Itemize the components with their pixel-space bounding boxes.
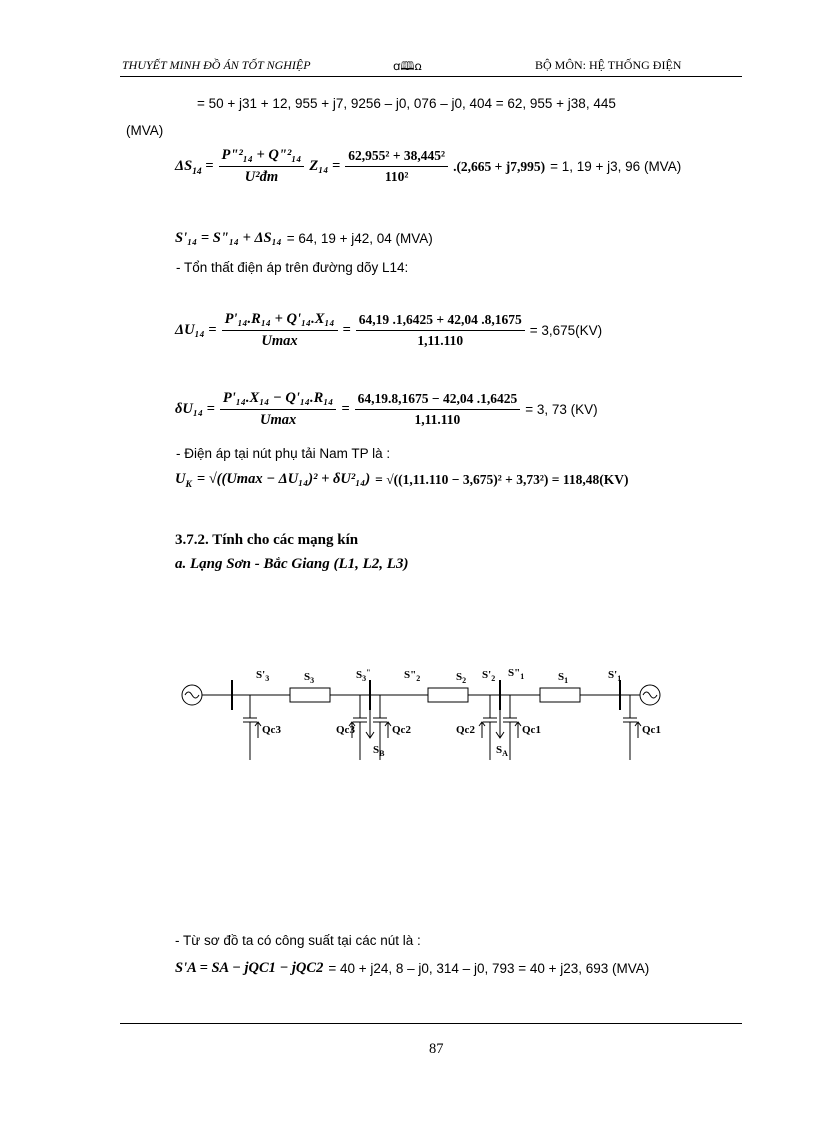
label-qc2-right: Qc2 — [456, 724, 475, 736]
delta-s14-fraction: $\frac{\text{P"²₁₄ + Q"²₁₄}}{\text{U²đm}}$ — [219, 147, 305, 186]
label-s1: $S_1$ — [558, 671, 569, 685]
sa-result: = 40 + j24, 8 – j0, 314 – j0, 793 = 40 + j23, 693 (MVA) — [328, 961, 650, 976]
s14-formula: S'₁₄ = S"₁₄ + ΔS₁₄ = 64, 19 + j42, 04 (MVA) — [175, 230, 433, 246]
circuit-diagram — [170, 660, 690, 775]
footer-rule — [120, 1023, 742, 1024]
header-right: BỘ MÔN: HỆ THỐNG ĐIỆN — [535, 58, 682, 72]
label-qc1-right: Qc1 — [642, 724, 661, 736]
sa-formula: S'A = SA − jQC1 − jQC2 = 40 + j24, 8 – j0, 314 – j0, 793 = 40 + j23, 693 (MVA) — [175, 960, 650, 976]
delta-s14-lhs: $\Delta S_{14}$ = — [175, 158, 214, 177]
section-heading: 3.7.2. Tính cho các mạng kín — [175, 532, 359, 548]
header-rule — [120, 76, 742, 77]
header-ornament: ꭤ🕮ꭥ — [393, 59, 422, 73]
label-s3-dprime: $S_3^"$ — [356, 668, 371, 683]
header-left: THUYẾT MINH ĐỒ ÁN TỐT NGHIỆP — [122, 58, 311, 72]
equation-line-1: = 50 + j31 + 12, 955 + j7, 9256 – j0, 076 – j0, 404 = 62, 955 + j38, 445 — [197, 96, 616, 111]
label-qc3-left: Qc3 — [262, 724, 281, 736]
label-s3: $S_3$ — [304, 671, 315, 685]
label-s2: $S_2$ — [456, 671, 467, 685]
impedance-s1 — [540, 688, 580, 702]
label-s2-dprime: $S"_2$ — [404, 669, 421, 683]
label-s2-prime: $S'_2$ — [482, 669, 496, 683]
voltage-loss-text: - Tổn thất điện áp trên đường dõy L14: — [176, 260, 409, 275]
delta-u14-formula: ΔU₁₄ = $\frac{\text{P'₁₄.R₁₄ + Q'₁₄.X₁₄}}{Umax}$ = $\frac{64,19 .1,6425 + 42,04 .8,1675}{1,11.110}$ = 3,675(KV) — [175, 311, 603, 349]
label-sa: $S_A$ — [496, 744, 508, 758]
label-qc1-left: Qc1 — [522, 724, 541, 736]
label-s1-prime: $S'_1$ — [608, 669, 622, 683]
delta-s14-formula: $\Delta S_{14}$ = $\frac{\text{P"²₁₄ + Q"²₁₄}}{\text{U²đm}}$ Z₁₄ = $\frac{\text{62,955² + 38,445²}}{\text{110²}}$ .(2,665 + j7,995) = 1, 19 + j3, 96 (MVA) — [175, 147, 682, 185]
impedance-s2 — [428, 688, 468, 702]
delta-s14-result: = 1, 19 + j3, 96 (MVA) — [550, 159, 682, 174]
equation-unit: (MVA) — [126, 123, 164, 138]
from-diagram-text: - Từ sơ đồ ta có công suất tại các nút là : — [175, 933, 421, 948]
label-qc3-right: Qc3 — [336, 724, 355, 736]
delta-u14-result: = 3,675(KV) — [529, 323, 603, 338]
small-delta-u14-formula: δU₁₄ = $\frac{\text{P'₁₄.X₁₄ − Q'₁₄.R₁₄}}{Umax}$ = $\frac{64,19.8,1675 - 42,04 .1,6425}{1,11.110}$ = 3, 73 (KV) — [175, 390, 598, 428]
label-s3-prime: $S'_3$ — [256, 669, 270, 683]
page-number: 87 — [429, 1041, 444, 1057]
node-voltage-text: - Điện áp tại nút phụ tải Nam TP là : — [176, 446, 391, 461]
label-s1-dprime: $S"_1$ — [508, 667, 525, 681]
subsection-heading: a. Lạng Sơn - Bắc Giang (L1, L2, L3) — [175, 556, 409, 572]
impedance-s3 — [290, 688, 330, 702]
delta-s14-numeric-fraction: $\frac{\text{62,955² + 38,445²}}{\text{110²}}$ — [345, 148, 448, 185]
small-delta-u14-result: = 3, 73 (KV) — [525, 402, 598, 417]
s14-result: = 64, 19 + j42, 04 (MVA) — [286, 231, 433, 246]
uk-formula: $U_K$ = √((Umax − ΔU₁₄)² + δU²₁₄) = √((1,11.110 − 3,675)² + 3,73²) = 118,48(KV) — [175, 471, 629, 490]
label-qc2-left: Qc2 — [392, 724, 411, 736]
label-sb: $S_B$ — [373, 744, 385, 758]
